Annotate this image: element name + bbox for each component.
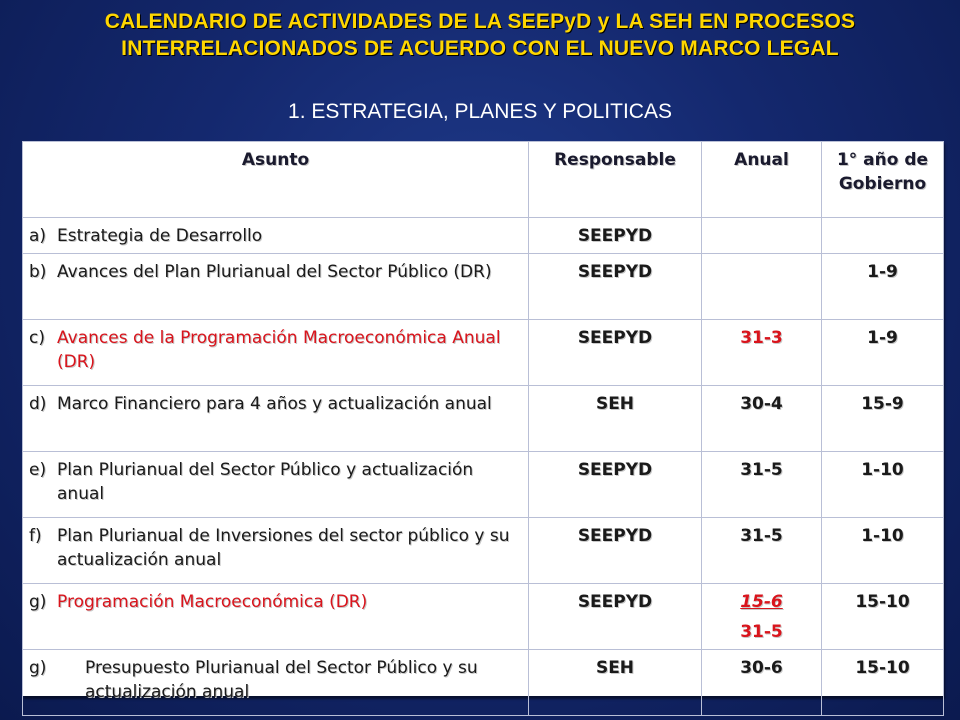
title-line-1: CALENDARIO DE ACTIVIDADES DE LA SEEPyD y LA SEH EN PROCESOS (104, 10, 856, 33)
table-row (23, 320, 944, 386)
table-row (23, 254, 944, 320)
col-header-primer-anio-line1: 1° año de (836, 150, 929, 170)
primer-anio-cell: 15-10 (822, 584, 944, 650)
asunto-cell (23, 320, 529, 386)
title-line-2: INTERRELACIONADOS DE ACUERDO CON EL NUEVO MARCO LEGAL (121, 37, 839, 60)
row-label: c) (29, 328, 45, 348)
page-title (0, 8, 960, 62)
asunto-text: Avances de la Programación Macroeconómica Anual (DR) (57, 328, 501, 372)
primer-anio-cell: 1-10 (822, 452, 944, 518)
responsable-cell: SEEPYD (529, 584, 702, 650)
asunto-text: Estrategia de Desarrollo (57, 226, 263, 246)
table-row (23, 386, 944, 452)
activities-table (22, 141, 943, 702)
anual-value-secondary: 31-5 (740, 622, 783, 642)
anual-cell (702, 584, 822, 650)
primer-anio-cell: 15-9 (822, 386, 944, 452)
anual-cell (702, 254, 822, 320)
asunto-text: Plan Plurianual del Sector Público y actualización anual (57, 460, 474, 504)
asunto-cell (23, 218, 529, 254)
responsable-cell: SEEPYD (529, 254, 702, 320)
row-label: d) (29, 394, 47, 414)
section-subtitle: 1. ESTRATEGIA, PLANES Y POLITICAS (288, 100, 672, 123)
table-row (23, 218, 944, 254)
table-header-row (23, 142, 944, 218)
row-label: g) (29, 592, 47, 612)
col-header-primer-anio (822, 142, 944, 218)
primer-anio-cell: 1-9 (822, 320, 944, 386)
asunto-text: Presupuesto Plurianual del Sector Público y su actualización anual (85, 658, 478, 702)
responsable-cell: SEH (529, 650, 702, 716)
asunto-text: Marco Financiero para 4 años y actualización anual (57, 394, 492, 414)
row-label: b) (29, 262, 47, 282)
asunto-cell (23, 452, 529, 518)
col-header-asunto: Asunto (23, 142, 529, 218)
row-label: e) (29, 460, 47, 480)
primer-anio-cell: 1-10 (822, 518, 944, 584)
table-row (23, 650, 944, 716)
col-header-primer-anio-line2: Gobierno (838, 174, 927, 194)
primer-anio-cell (822, 218, 944, 254)
anual-cell: 30-4 (702, 386, 822, 452)
anual-cell: 31-3 (702, 320, 822, 386)
asunto-cell (23, 518, 529, 584)
responsable-cell: SEH (529, 386, 702, 452)
asunto-cell (23, 650, 529, 716)
responsable-cell: SEEPYD (529, 218, 702, 254)
asunto-cell (23, 386, 529, 452)
table-row (23, 518, 944, 584)
row-label: g) (29, 658, 47, 678)
asunto-text: Plan Plurianual de Inversiones del sector público y su actualización anual (57, 526, 510, 570)
table-row (23, 584, 944, 650)
col-header-responsable: Responsable (529, 142, 702, 218)
anual-value-primary: 15-6 (740, 592, 783, 612)
responsable-cell: SEEPYD (529, 518, 702, 584)
anual-cell: 31-5 (702, 452, 822, 518)
anual-cell (702, 218, 822, 254)
primer-anio-cell: 15-10 (822, 650, 944, 716)
asunto-text: Avances del Plan Plurianual del Sector Público (DR) (57, 262, 492, 282)
row-label: f) (29, 526, 42, 546)
row-label: a) (29, 226, 47, 246)
asunto-cell (23, 584, 529, 650)
asunto-text: Programación Macroeconómica (DR) (57, 592, 368, 612)
col-header-anual: Anual (702, 142, 822, 218)
primer-anio-cell: 1-9 (822, 254, 944, 320)
asunto-cell (23, 254, 529, 320)
responsable-cell: SEEPYD (529, 452, 702, 518)
responsable-cell: SEEPYD (529, 320, 702, 386)
anual-cell: 30-6 (702, 650, 822, 716)
table-row (23, 452, 944, 518)
anual-cell: 31-5 (702, 518, 822, 584)
